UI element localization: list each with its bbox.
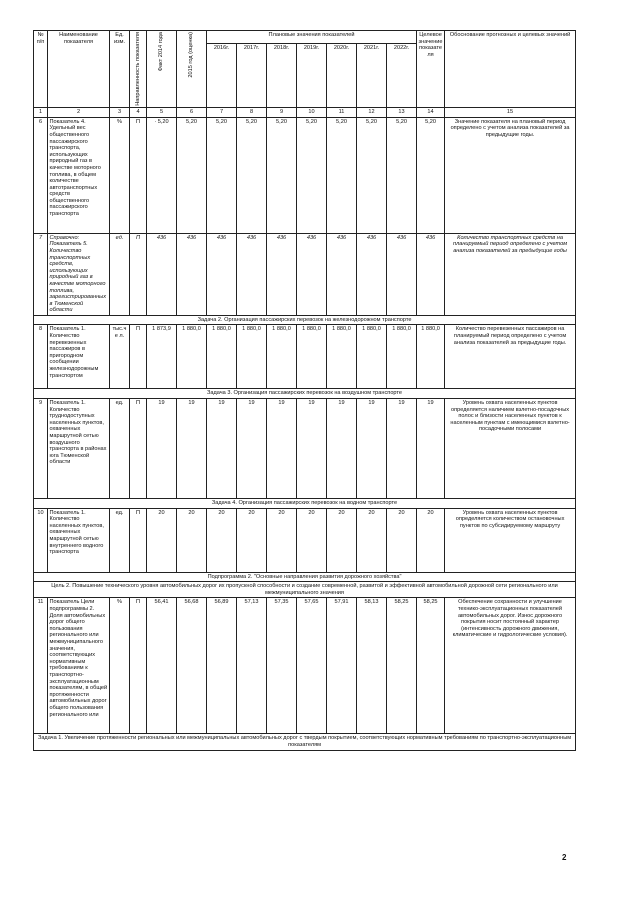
row-year-value: 436	[267, 233, 297, 315]
row-unit: ед.	[110, 508, 130, 572]
row-fact: 1 873,9	[147, 325, 177, 389]
row-fact: 56,41	[147, 598, 177, 734]
row-year-value: 1 880,0	[237, 325, 267, 389]
col-number: 5	[147, 107, 177, 117]
row-year-value: 19	[207, 399, 237, 499]
row-estimate: 19	[177, 399, 207, 499]
table-row	[34, 598, 576, 734]
section-heading	[34, 572, 576, 582]
row-year-value: 57,91	[327, 598, 357, 734]
row-estimate: 20	[177, 508, 207, 572]
header-direction: Направленность показателя	[130, 31, 147, 108]
table-row	[34, 117, 576, 233]
header-year: 2017г.	[237, 44, 267, 107]
row-estimate: 436	[177, 233, 207, 315]
row-no: 11	[34, 598, 48, 734]
col-number: 14	[417, 107, 445, 117]
row-basis: Количество транспортных средств на планируемый период определено с учетом анализа показателей за предыдущие годы	[445, 233, 576, 315]
row-target: 1 880,0	[417, 325, 445, 389]
row-year-value: 19	[237, 399, 267, 499]
page-number: 2	[562, 853, 567, 862]
row-year-value: 5,20	[387, 117, 417, 233]
col-number: 8	[237, 107, 267, 117]
indicators-table	[33, 30, 576, 751]
table-row	[34, 325, 576, 389]
col-number: 1	[34, 107, 48, 117]
row-unit: ед.	[110, 399, 130, 499]
row-year-value: 20	[237, 508, 267, 572]
row-year-value: 5,20	[297, 117, 327, 233]
row-basis: Уровень охвата населенных пунктов определяется наличием взлетно-посадочных полос и близости населенных пунктов к населенным пунктам с имеющимися взлетно-посадочными полосами	[445, 399, 576, 499]
section-heading	[34, 315, 576, 325]
row-basis: Количество перевезенных пассажиров на планируемый период определено с учетом анализа показателей за предыдущие годы.	[445, 325, 576, 389]
table-row	[34, 399, 576, 499]
row-year-value: 1 880,0	[297, 325, 327, 389]
task3-air-heading: Задача 3. Организация пассажирских перевозок на воздушном транспорте	[34, 389, 576, 399]
row-year-value: 1 880,0	[327, 325, 357, 389]
col-number: 15	[445, 107, 576, 117]
row-name: Показатель 1. Количество населенных пунктов, охваченных маршрутной сетью внутреннего водного транспорта	[48, 508, 110, 572]
row-target: 5,20	[417, 117, 445, 233]
row-year-value: 1 880,0	[267, 325, 297, 389]
header-no: № п/п	[34, 31, 48, 108]
row-year-value: 20	[267, 508, 297, 572]
task-heading-row	[34, 734, 576, 750]
row-year-value: 5,20	[357, 117, 387, 233]
col-number: 9	[267, 107, 297, 117]
header-basis: Обоснование прогнозных и целевых значений	[445, 31, 576, 108]
row-year-value: 5,20	[207, 117, 237, 233]
header-year: 2018г.	[267, 44, 297, 107]
row-year-value: 57,65	[297, 598, 327, 734]
section-heading	[34, 499, 576, 509]
header-row-1	[34, 31, 576, 44]
row-year-value: 19	[357, 399, 387, 499]
row-year-value: 19	[297, 399, 327, 499]
task4-water-heading: Задача 4. Организация пассажирских перевозок на водном транспорте	[34, 499, 576, 509]
header-year: 2016г.	[207, 44, 237, 107]
row-year-value: 436	[387, 233, 417, 315]
row-year-value: 19	[327, 399, 357, 499]
col-number: 6	[177, 107, 207, 117]
header-year: 2019г.	[297, 44, 327, 107]
row-year-value: 1 880,0	[357, 325, 387, 389]
goal-heading-row	[34, 582, 576, 598]
row-fact: 20	[147, 508, 177, 572]
row-year-value: 5,20	[237, 117, 267, 233]
row-no: 8	[34, 325, 48, 389]
row-year-value: 19	[267, 399, 297, 499]
col-number: 3	[110, 107, 130, 117]
row-year-value: 436	[357, 233, 387, 315]
subprogram2-heading: Подпрограмма 2. "Основные направления развития дорожного хозяйства"	[34, 572, 576, 582]
table-row	[34, 508, 576, 572]
row-direction: П	[130, 233, 147, 315]
header-2015: 2015 год (оценка)	[177, 31, 207, 108]
row-direction: П	[130, 598, 147, 734]
row-year-value: 5,20	[327, 117, 357, 233]
row-year-value: 5,20	[267, 117, 297, 233]
col-number: 7	[207, 107, 237, 117]
row-year-value: 57,35	[267, 598, 297, 734]
row-basis: Уровень охвата населенных пунктов определяется количеством остановочных пунктов по субсидируемому маршруту	[445, 508, 576, 572]
col-number: 12	[357, 107, 387, 117]
goal2-heading: Цель 2. Повышение технического уровня автомобильных дорог их пропускной способности и создание современной, развитой и эффективной автомобильной дорожной сети регионального или межмуниципального значения	[34, 582, 576, 598]
column-number-row	[34, 107, 576, 117]
row-year-value: 1 880,0	[387, 325, 417, 389]
row-basis: Обеспечение сохранности и улучшение технико-эксплуатационных показателей автомобильных дорог. Износ дорожного покрытия носит постоянный характер (интенсивность дорожного движения, климатические и гидрологические условия).	[445, 598, 576, 734]
row-direction: П	[130, 508, 147, 572]
row-year-value: 20	[387, 508, 417, 572]
row-target: 20	[417, 508, 445, 572]
header-year: 2022г.	[387, 44, 417, 107]
row-target: 19	[417, 399, 445, 499]
row-unit: тыс.че л.	[110, 325, 130, 389]
row-estimate: 1 880,0	[177, 325, 207, 389]
col-number: 13	[387, 107, 417, 117]
header-planned: Плановые значения показателей	[207, 31, 417, 44]
row-direction: П	[130, 117, 147, 233]
header-fact-2014: Факт 2014 года	[147, 31, 177, 108]
row-year-value: 436	[207, 233, 237, 315]
row-estimate: 56,68	[177, 598, 207, 734]
row-year-value: 58,13	[357, 598, 387, 734]
col-number: 10	[297, 107, 327, 117]
row-fact: 19	[147, 399, 177, 499]
row-unit: %	[110, 598, 130, 734]
row-no: 7	[34, 233, 48, 315]
row-estimate: 5,20	[177, 117, 207, 233]
row-no: 6	[34, 117, 48, 233]
row-basis: Значение показателя на плановый период определено с учетом анализа показателей за предыдущие годы.	[445, 117, 576, 233]
header-name: Наименование показателя	[48, 31, 110, 108]
header-unit: Ед. изм.	[110, 31, 130, 108]
header-target: Целевое значение показателя	[417, 31, 445, 108]
row-year-value: 58,25	[387, 598, 417, 734]
row-year-value: 436	[297, 233, 327, 315]
row-year-value: 436	[327, 233, 357, 315]
row-direction: П	[130, 325, 147, 389]
row-name: Показатель 4. Удельный вес общественного пассажирского транспорта, использующих природный газ в качестве моторного топлива, в общем количестве автотранспортных средств общественного пассажирского транспорта	[48, 117, 110, 233]
row-year-value: 57,13	[237, 598, 267, 734]
row-year-value: 20	[357, 508, 387, 572]
task1-roads-heading: Задача 1. Увеличение протяженности региональных или межмуниципальных автомобильных дорог с твердым покрытием, соответствующих нормативным требованиям по транспортно-эксплуатационным показателям	[34, 734, 576, 750]
row-direction: П	[130, 399, 147, 499]
col-number: 4	[130, 107, 147, 117]
row-target: 58,25	[417, 598, 445, 734]
row-year-value: 20	[327, 508, 357, 572]
row-target: 436	[417, 233, 445, 315]
row-year-value: 436	[237, 233, 267, 315]
row-fact: · 5,20	[147, 117, 177, 233]
row-name: Показатель 1. Количество перевезенных пассажиров в пригородном сообщении железнодорожным транспортом	[48, 325, 110, 389]
row-name: Показатель Цели подпрограммы 2. Доля автомобильных дорог общего пользования регионального или межмуниципального значения, соответствующих нормативным требованиям к транспортно-эксплуатационным показателям, в общей протяженности автомобильных дорог общего пользования регионального или	[48, 598, 110, 734]
task2-rail-heading: Задача 2. Организация пассажирских перевозок на железнодорожном транспорте	[34, 315, 576, 325]
header-year: 2020г.	[327, 44, 357, 107]
row-year-value: 56,89	[207, 598, 237, 734]
header-year: 2021г.	[357, 44, 387, 107]
row-name: Показатель 1. Количество труднодоступных населенных пунктов, охваченных маршрутной сетью воздушного транспорта в районах юга Тюменской области	[48, 399, 110, 499]
col-number: 11	[327, 107, 357, 117]
row-year-value: 20	[207, 508, 237, 572]
col-number: 2	[48, 107, 110, 117]
row-unit: ед.	[110, 233, 130, 315]
row-name: Справочно: Показатель 5. Количество транспортных средств, использующих природный газ в качестве моторного топлива, зарегистрированных в Тюменской области	[48, 233, 110, 315]
section-heading	[34, 389, 576, 399]
row-no: 10	[34, 508, 48, 572]
row-year-value: 1 880,0	[207, 325, 237, 389]
row-year-value: 20	[297, 508, 327, 572]
row-year-value: 19	[387, 399, 417, 499]
row-fact: 436	[147, 233, 177, 315]
row-unit: %	[110, 117, 130, 233]
row-no: 9	[34, 399, 48, 499]
table-row	[34, 233, 576, 315]
